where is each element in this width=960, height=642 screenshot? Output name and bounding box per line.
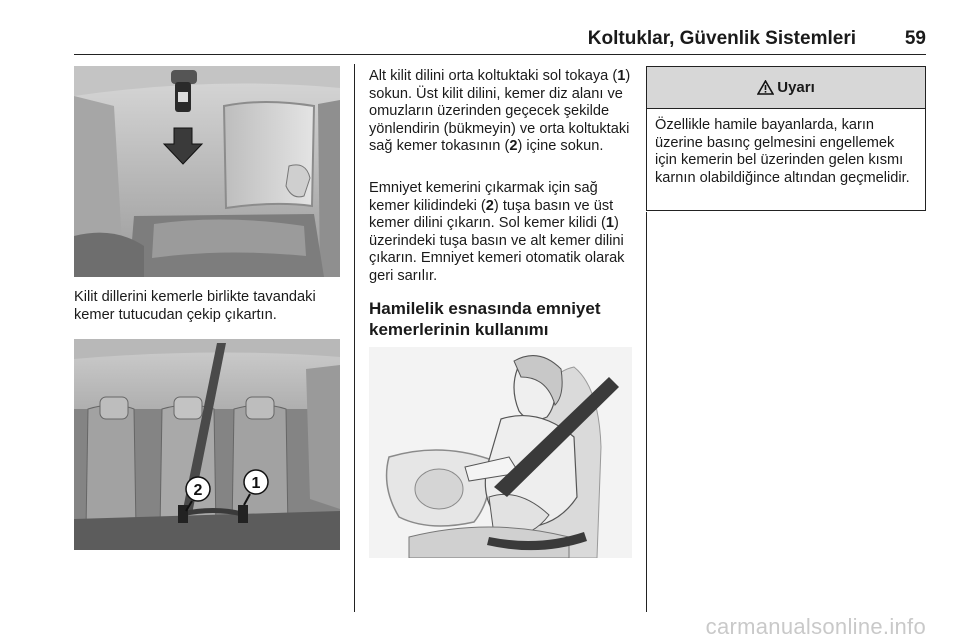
column-divider-left [354, 64, 355, 612]
watermark-text: carmanualsonline.info [705, 614, 926, 639]
figure-rear-seat-buckles [74, 339, 340, 550]
ref-number: 1 [605, 215, 614, 231]
page-number: 59 [904, 28, 926, 49]
figure-pregnant-belt-illustration [369, 347, 632, 558]
page-header [74, 28, 926, 54]
ref-number: 2 [485, 197, 494, 214]
section-subheading: Hamilelik esnasında emniyet kemerlerinin kullanımı [369, 299, 601, 339]
warning-box [646, 66, 926, 211]
warning-header [647, 67, 925, 109]
warning-body: Özellikle hamile bayanlarda, karın üzerine basınç gelmesini engellemek için kemerin bel üzerinden gelen kısmı karnın olabildiğince altından geçmelidir. [655, 117, 910, 186]
figure-ceiling-belt-holder [74, 66, 340, 277]
figure-label-2: 2 [193, 482, 203, 499]
instruction-paragraph-remove: Emniyet kemerini çıkarmak için sağ kemer kilidindeki (2) tuşa basın ve üst kemer dilini çıkarın. Sol kemer kilidi (1) üzerindeki tuşa basın ve alt kemer dilini çıkarın. Emniyet kemeri otomatik olarak geri sarılır. [369, 180, 625, 284]
warning-title: Uyarı [777, 79, 815, 96]
warning-triangle-icon [757, 80, 774, 95]
column-divider-right [646, 212, 647, 612]
page-title: Koltuklar, Güvenlik Sistemleri [587, 28, 856, 49]
figure-caption: Kilit dillerini kemerle birlikte tavandaki kemer tutucudan çekip çıkartın. [74, 289, 316, 323]
ref-number: 2 [509, 138, 518, 154]
ref-number: 1 [617, 68, 626, 84]
header-rule [74, 54, 926, 55]
instruction-paragraph-insert: Alt kilit dilini orta koltuktaki sol tokaya (1) sokun. Üst kilit dilini, kemer diz alanı ve omuzların üzerinden geçecek şekilde yönlendirin (bükmeyin) ve orta koltuktaki sağ kemer tokasının (2) içine sokun. [369, 68, 631, 154]
figure-label-1: 1 [251, 475, 261, 492]
